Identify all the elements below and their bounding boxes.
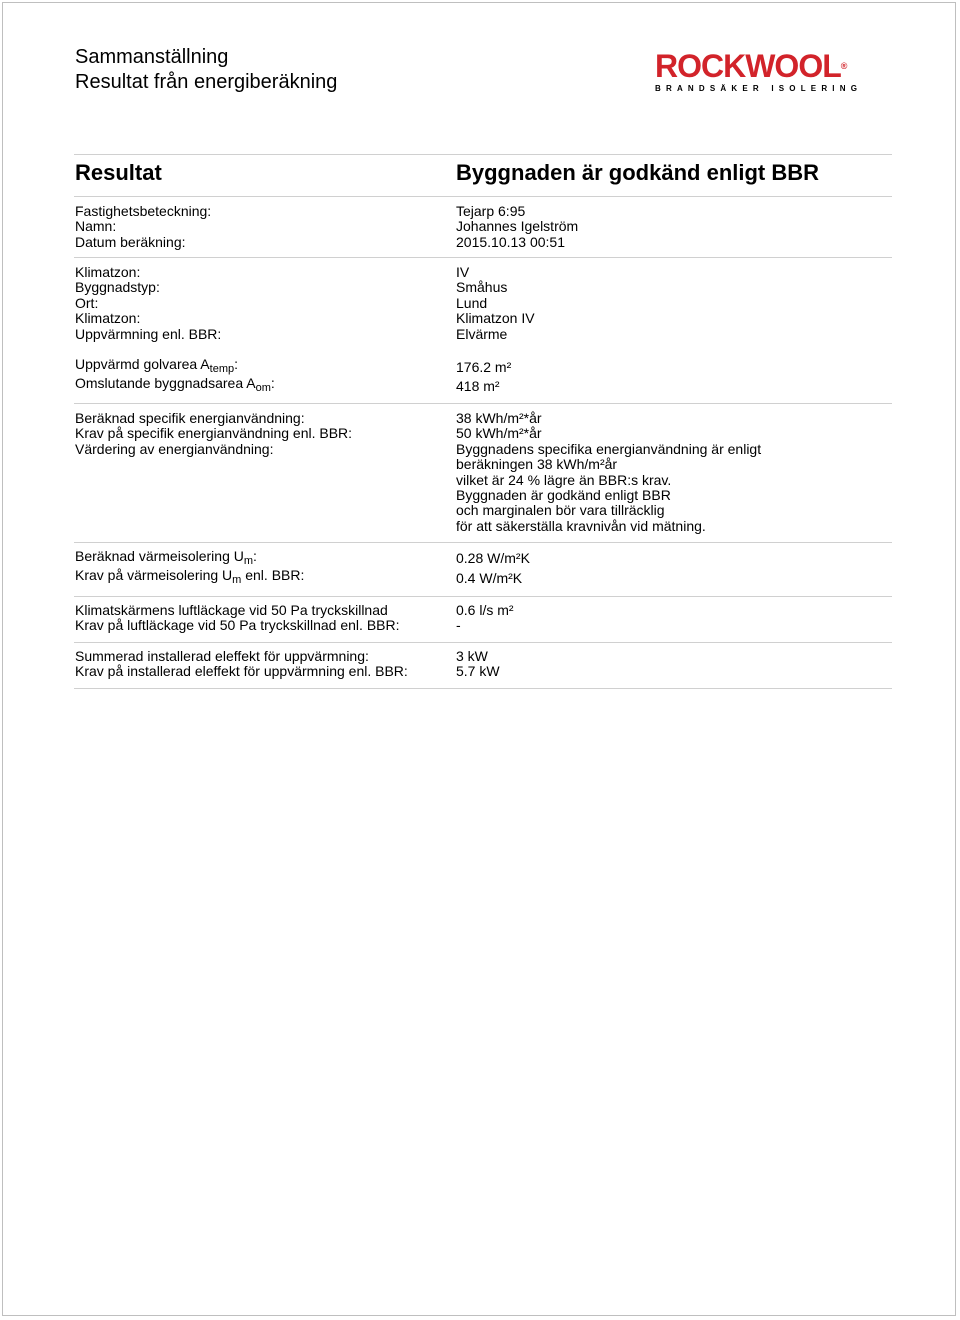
divider	[74, 542, 892, 543]
insulation-calc-suffix: :	[253, 548, 257, 564]
property-values	[456, 204, 578, 250]
assessment-line: Byggnadens specifika energianvändning är enligt	[456, 440, 762, 457]
value-beraknad-varmeisolering: 0.28 W/m²K	[456, 550, 530, 566]
label-omslutande-area	[75, 375, 275, 394]
area-om-sub: om	[255, 382, 271, 394]
assessment-line: beräkningen 38 kWh/m²år	[456, 456, 618, 473]
logo-brand: ROCKWOOL	[655, 48, 841, 84]
value-krav-luftlackage: -	[456, 617, 461, 634]
header-title-line2: Resultat från energiberäkning	[75, 71, 338, 93]
label-beraknad-varmeisolering	[75, 548, 257, 567]
power-values	[456, 649, 500, 680]
value-krav-eleffekt: 5.7 kW	[456, 663, 500, 680]
label-klimatzon: Klimatzon:	[75, 264, 141, 280]
header-title-line1: Sammanställning	[75, 46, 229, 68]
property-labels	[75, 204, 211, 250]
label-krav-varmeisolering	[75, 567, 305, 586]
result-title-row	[75, 160, 892, 190]
leakage-values	[456, 603, 514, 634]
label-beraknad-energi: Beräknad specifik energianvändning:	[75, 410, 305, 426]
area-temp-suffix: :	[234, 356, 238, 372]
value-luftlackage: 0.6 l/s m²	[456, 602, 514, 618]
logo-tagline: BRANDSÄKER ISOLERING	[655, 84, 863, 93]
label-namn: Namn:	[75, 218, 117, 235]
assessment-line: för att säkerställa kravnivån vid mätning.	[456, 517, 706, 534]
building-values	[456, 265, 535, 342]
value-namn: Johannes Igelström	[456, 218, 579, 235]
divider	[74, 596, 892, 597]
label-krav-eleffekt: Krav på installerad eleffekt för uppvärmning enl. BBR:	[75, 663, 408, 680]
value-beraknad-energi: 38 kWh/m²*år	[456, 410, 542, 426]
label-luftlackage: Klimatskärmens luftläckage vid 50 Pa tryckskillnad	[75, 602, 388, 618]
divider	[74, 257, 892, 258]
value-klimatzon: IV	[456, 264, 470, 280]
value-byggnadstyp: Småhus	[456, 279, 508, 296]
document-header	[75, 45, 337, 95]
value-fastighetsbeteckning: Tejarp 6:95	[456, 203, 526, 219]
label-klimatzon-2: Klimatzon:	[75, 310, 141, 327]
value-datum: 2015.10.13 00:51	[456, 233, 565, 250]
divider	[74, 403, 892, 404]
energy-values	[456, 411, 761, 534]
result-verdict: Byggnaden är godkänd enligt BBR	[456, 160, 820, 185]
energy-labels	[75, 411, 352, 457]
value-omslutande-area: 418 m²	[456, 378, 500, 394]
label-uppvarmning: Uppvärmning enl. BBR:	[75, 325, 222, 342]
area-om-suffix: :	[270, 375, 275, 391]
label-fastighetsbeteckning: Fastighetsbeteckning:	[75, 203, 212, 219]
label-ort: Ort:	[75, 294, 99, 311]
assessment-line: och marginalen bör vara tillräcklig	[456, 502, 665, 519]
divider	[74, 688, 892, 689]
rockwool-logo	[655, 50, 891, 96]
label-uppvarmd-golvarea	[75, 356, 238, 375]
value-installerad-eleffekt: 3 kW	[456, 648, 488, 664]
logo-registered-mark: ®	[840, 61, 847, 71]
insulation-calc-sub: m	[243, 555, 254, 567]
value-uppvarmd-golvarea: 176.2 m²	[456, 359, 512, 375]
value-uppvarmning: Elvärme	[456, 325, 508, 342]
value-ort: Lund	[456, 294, 488, 311]
value-krav-varmeisolering: 0.4 W/m²K	[456, 570, 523, 586]
assessment-line: vilket är 24 % lägre än BBR:s krav.	[456, 471, 672, 488]
label-vardering: Värdering av energianvändning:	[75, 440, 274, 457]
area-temp-sub: temp	[209, 363, 235, 375]
power-labels	[75, 649, 408, 680]
insulation-calc-text: Beräknad värmeisolering U	[75, 548, 244, 564]
insulation-req-suffix: enl. BBR:	[241, 567, 305, 583]
area-om-text: Omslutande byggnadsarea A	[75, 375, 256, 391]
value-krav-energi: 50 kWh/m²*år	[456, 425, 542, 442]
insulation-req-text: Krav på värmeisolering U	[75, 567, 233, 583]
area-temp-text: Uppvärmd golvarea A	[75, 356, 210, 372]
divider	[74, 196, 892, 197]
assessment-line: Byggnaden är godkänd enligt BBR	[456, 487, 671, 504]
value-klimatzon-2: Klimatzon IV	[456, 310, 535, 327]
label-datum: Datum beräkning:	[75, 233, 186, 250]
building-labels	[75, 265, 221, 342]
label-krav-energi: Krav på specifik energianvändning enl. BBR:	[75, 425, 353, 442]
label-installerad-eleffekt: Summerad installerad eleffekt för uppvärmning:	[75, 648, 369, 664]
label-byggnadstyp: Byggnadstyp:	[75, 279, 160, 296]
divider	[74, 642, 892, 643]
result-label: Resultat	[75, 160, 162, 185]
leakage-labels	[75, 603, 400, 634]
insulation-req-sub: m	[232, 574, 242, 586]
label-krav-luftlackage: Krav på luftläckage vid 50 Pa tryckskillnad enl. BBR:	[75, 617, 400, 634]
divider	[74, 154, 892, 155]
